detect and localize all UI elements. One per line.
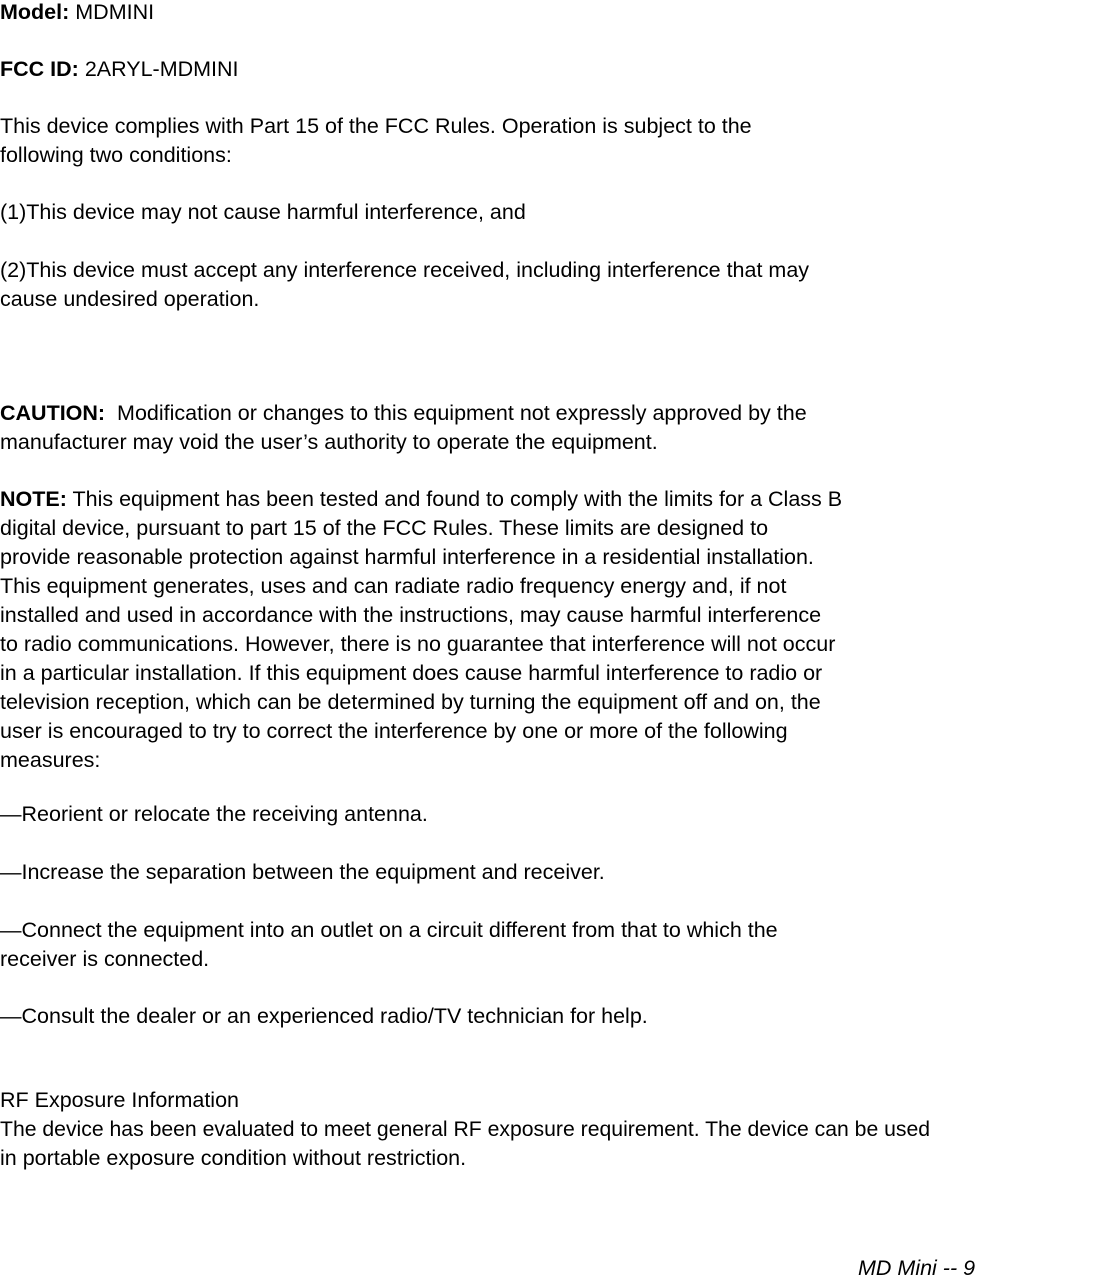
fcc-id-line <box>0 55 239 84</box>
note-line: installed and used in accordance with the instructions, may cause harmful interference <box>0 603 822 627</box>
note-line: user is encouraged to try to correct the interference by one or more of the following <box>0 719 788 743</box>
note-line: measures: <box>0 748 101 772</box>
note-line: provide reasonable protection against harmful interference in a residential installation. <box>0 545 814 569</box>
measure-line: —Reorient or relocate the receiving antenna. <box>0 802 428 826</box>
measure-line: —Consult the dealer or an experienced radio/TV technician for help. <box>0 1004 648 1028</box>
note-line: This equipment generates, uses and can radiate radio frequency energy and, if not <box>0 574 787 598</box>
condition-2 <box>0 256 809 314</box>
note-line: digital device, pursuant to part 15 of the FCC Rules. These limits are designed to <box>0 516 769 540</box>
measure-item <box>0 1002 648 1031</box>
fcc-id-value: 2ARYL-MDMINI <box>84 57 239 81</box>
page-footer: MD Mini -- 9 <box>858 1256 976 1280</box>
note-text: This equipment has been tested and found to comply with the limits for a Class B <box>66 487 843 511</box>
note-line: in a particular installation. If this equipment does cause harmful interference to radio or <box>0 661 823 685</box>
note-label: NOTE: <box>0 487 67 511</box>
caution-paragraph <box>0 399 807 457</box>
condition-2-line: (2)This device must accept any interference received, including interference that may <box>0 258 810 282</box>
note-line <box>0 485 842 514</box>
measure-item <box>0 916 778 974</box>
rf-exposure-section <box>0 1086 930 1173</box>
model-label: Model: <box>0 0 70 24</box>
model-value: MDMINI <box>75 0 155 24</box>
model-line <box>0 0 154 27</box>
note-paragraph <box>0 485 842 775</box>
rf-exposure-line: The device has been evaluated to meet general RF exposure requirement. The device can be used <box>0 1118 931 1141</box>
caution-text: Modification or changes to this equipment not expressly approved by the <box>105 401 807 425</box>
condition-2-line: cause undesired operation. <box>0 287 260 311</box>
measure-item <box>0 800 428 829</box>
measure-item <box>0 858 605 887</box>
measure-line: —Connect the equipment into an outlet on a circuit different from that to which the <box>0 918 778 942</box>
condition-1-text: (1)This device may not cause harmful interference, and <box>0 200 526 224</box>
compliance-line: following two conditions: <box>0 143 232 167</box>
note-line: to radio communications. However, there is no guarantee that interference will not occur <box>0 632 836 656</box>
rf-exposure-title: RF Exposure Information <box>0 1088 239 1112</box>
caution-label: CAUTION: <box>0 401 106 425</box>
rf-exposure-line: in portable exposure condition without restriction. <box>0 1146 467 1170</box>
note-line: television reception, which can be determined by turning the equipment off and on, the <box>0 690 821 714</box>
caution-line <box>0 399 807 428</box>
caution-line: manufacturer may void the user’s authority to operate the equipment. <box>0 430 658 454</box>
compliance-paragraph <box>0 112 752 170</box>
measure-line: —Increase the separation between the equipment and receiver. <box>0 860 605 884</box>
fcc-id-label: FCC ID: <box>0 57 79 81</box>
compliance-line: This device complies with Part 15 of the FCC Rules. Operation is subject to the <box>0 114 752 138</box>
condition-1 <box>0 198 526 227</box>
measure-line: receiver is connected. <box>0 947 210 971</box>
